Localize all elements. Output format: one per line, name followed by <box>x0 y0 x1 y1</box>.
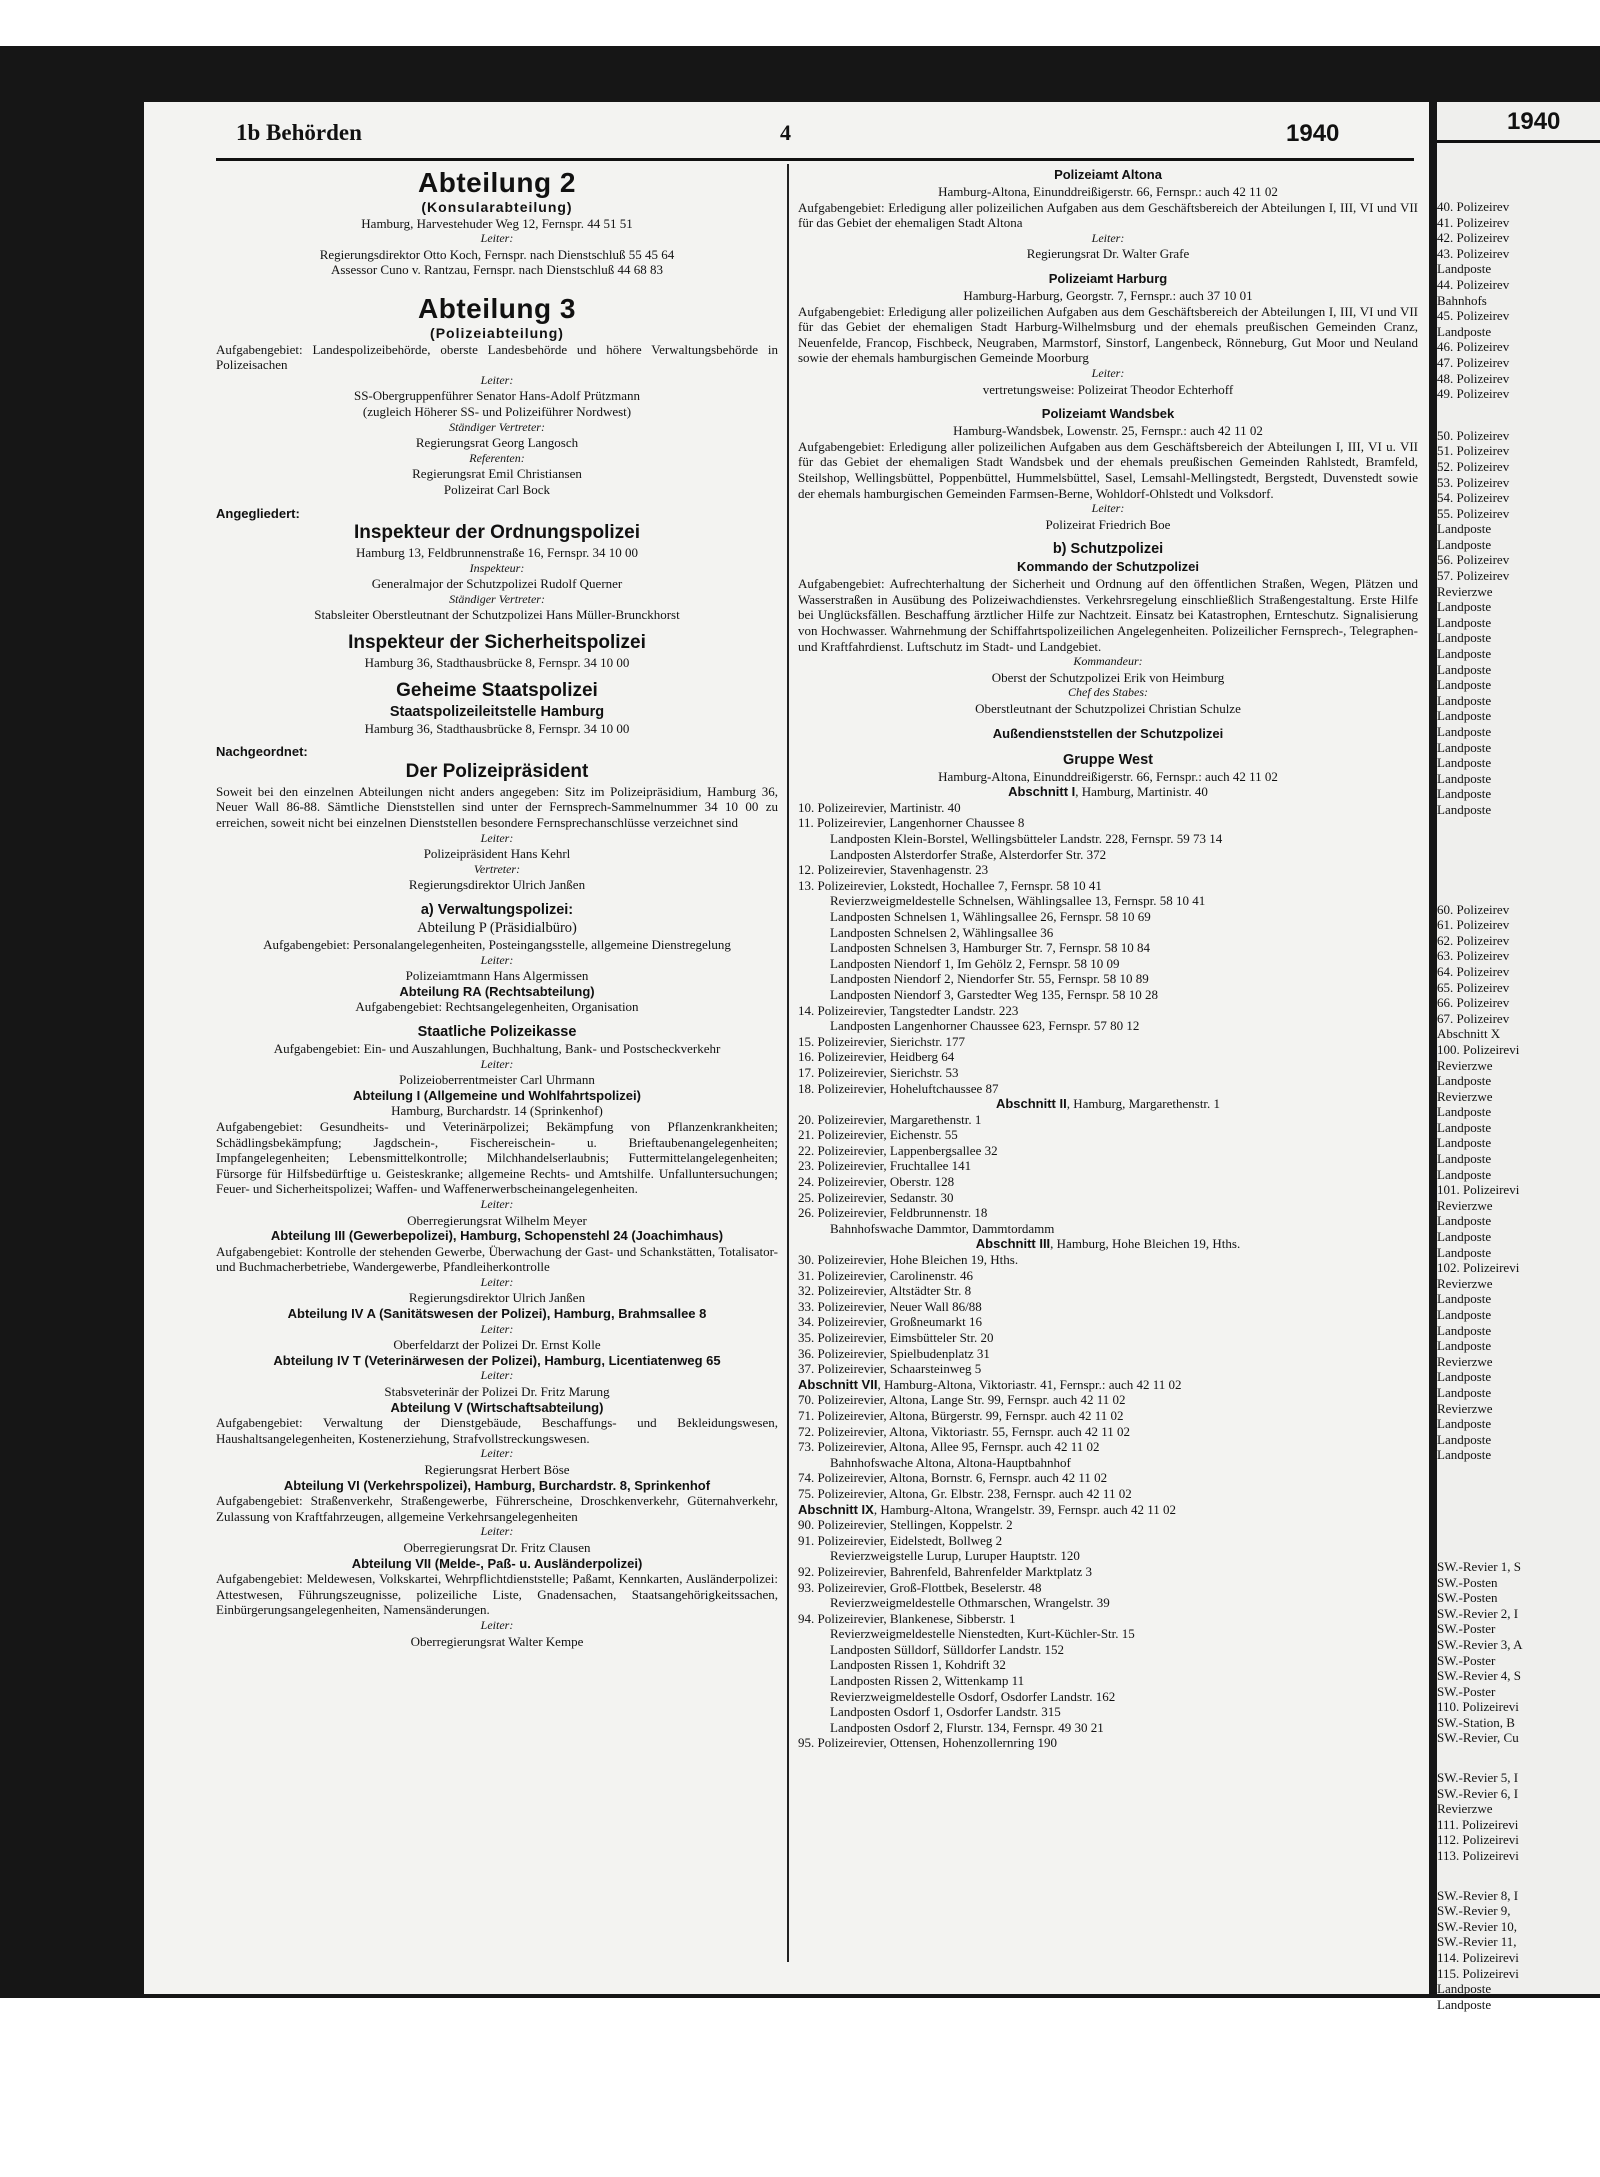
list-item: 42. Polizeirev <box>1437 230 1510 246</box>
list-item: SW.-Revier 4, S <box>1437 1668 1522 1684</box>
list-item: 94. Polizeirevier, Blankenese, Sibberstr. 1 <box>798 1610 1016 1626</box>
list-item: Landposte <box>1437 786 1492 802</box>
list-item: Landposte <box>1437 536 1492 552</box>
list-item: 75. Polizeirevier, Altona, Gr. Elbstr. 238, Fernspr. auch 42 11 02 <box>798 1485 1132 1501</box>
list-item: 15. Polizeirevier, Sierichstr. 177 <box>798 1033 966 1049</box>
abt3-aufgabengebiet: Aufgabengebiet: Landespolizeibehörde, oberste Landesbehörde und höhere Verwaltungsbehörde in Polizeisachen <box>216 341 778 373</box>
list-item: Landposte <box>1437 521 1492 537</box>
next-page-lines-c <box>1437 902 1600 1463</box>
harburg-title: Polizeiamt Harburg <box>1048 270 1168 286</box>
abt-ivt-title: Abteilung IV T (Veterinärwesen der Polizei), Hamburg, Licentiatenweg 65 <box>273 1352 721 1368</box>
list-item: 114. Polizeirevi <box>1437 1950 1519 1965</box>
kommandeur-label: Kommandeur: <box>1073 654 1143 669</box>
abschnitt-i-list <box>798 800 1418 1096</box>
list-item: Landposte <box>1437 1104 1492 1120</box>
abschnitt-i-heading <box>798 784 1418 800</box>
list-item: 66. Polizeirev <box>1437 995 1510 1011</box>
iop-address: Hamburg 13, Feldbrunnenstraße 16, Fernspr. 34 10 00 <box>355 545 639 561</box>
abt-i-title: Abteilung I (Allgemeine und Wohlfahrtspolizei) <box>353 1087 641 1103</box>
list-item: 48. Polizeirev <box>1437 370 1510 386</box>
abt-vi-leiter-label: Leiter: <box>480 1524 514 1539</box>
right-column <box>798 166 1418 1751</box>
list-item: 57. Polizeirev <box>1437 568 1510 584</box>
list-item: Revierzwe <box>1437 1197 1493 1213</box>
abt-iii-title: Abteilung III (Gewerbepolizei), Hamburg, Schopenstehl 24 (Joachimhaus) <box>270 1228 724 1244</box>
list-item: 91. Polizeirevier, Eidelstedt, Bollweg 2 <box>798 1532 1003 1548</box>
list-item: SW.-Station, B <box>1437 1714 1515 1730</box>
abt-v-leiter-label: Leiter: <box>480 1446 514 1461</box>
list-item: 72. Polizeirevier, Altona, Viktoriastr. 55, Fernspr. auch 42 11 02 <box>798 1423 1130 1439</box>
pp-title: Der Polizeipräsident <box>405 760 589 782</box>
abschnitt-iii-label: Abschnitt III <box>975 1236 1051 1252</box>
iop-stv-label: Ständiger Vertreter: <box>449 591 545 606</box>
abschnitt-ix-address: , Hamburg-Altona, Wrangelstr. 39, Fernspr. auch 42 11 02 <box>873 1501 1177 1517</box>
list-item: Landposte <box>1437 614 1492 630</box>
wandsbek-leiter-label: Leiter: <box>1091 501 1125 516</box>
list-item: Landposten Osdorf 2, Flurstr. 134, Fernspr. 49 30 21 <box>830 1719 1104 1735</box>
abschnitt-i-label: Abschnitt I <box>1008 784 1076 800</box>
list-item: 13. Polizeirevier, Lokstedt, Hochallee 7, Fernspr. 58 10 41 <box>798 877 1102 893</box>
list-item: 110. Polizeirevi <box>1437 1699 1519 1715</box>
abt-i-leiter-label: Leiter: <box>480 1196 514 1211</box>
list-item: Revierzweigmeldestelle Othmarschen, Wrangelstr. 39 <box>830 1595 1110 1611</box>
list-item: 33. Polizeirevier, Neuer Wall 86/88 <box>798 1298 982 1314</box>
abt2-leiter-2: Assessor Cuno v. Rantzau, Fernspr. nach Dienstschluß 44 68 83 <box>330 262 664 278</box>
list-item: Landposte <box>1437 1981 1492 1997</box>
abt-vii-leiter: Oberregierungsrat Walter Kempe <box>410 1633 584 1649</box>
abt3-referent-2: Polizeirat Carl Bock <box>443 481 551 497</box>
list-item: Landposte <box>1437 1073 1492 1089</box>
abt-ra-title: Abteilung RA (Rechtsabteilung) <box>399 983 595 999</box>
abt-v-aufgabengebiet: Aufgabengebiet: Verwaltung der Dienstgebäude, Beschaffungs- und Bekleidungswesen, Haushaltsangelegenheiten, Kostenerziehung, Strafvollstreckungswesen. <box>216 1415 778 1446</box>
abt3-title: Abteilung 3 <box>418 292 576 324</box>
list-item: 36. Polizeirevier, Spielbudenplatz 31 <box>798 1345 990 1361</box>
list-item: Landposte <box>1437 1213 1492 1229</box>
list-item: 14. Polizeirevier, Tangstedter Landstr. 223 <box>798 1002 1019 1018</box>
list-item: SW.-Revier 1, S <box>1437 1558 1522 1574</box>
list-item: 20. Polizeirevier, Margarethenstr. 1 <box>798 1111 982 1127</box>
abschnitt-ii-address: , Hamburg, Margarethenstr. 1 <box>1066 1096 1221 1112</box>
list-item: Landposte <box>1437 1307 1492 1322</box>
abt-i-leiter: Oberregierungsrat Wilhelm Meyer <box>407 1212 587 1228</box>
list-item: 61. Polizeirev <box>1437 917 1510 933</box>
list-item: 64. Polizeirev <box>1437 963 1510 979</box>
list-item: Landposten Rissen 2, Wittenkamp 11 <box>830 1673 1025 1689</box>
list-item: Revierzwe <box>1437 1400 1493 1416</box>
section-label: 1b Behörden <box>236 120 362 145</box>
list-item: 21. Polizeirevier, Eichenstr. 55 <box>798 1127 958 1143</box>
list-item: SW.-Revier, Cu <box>1437 1730 1519 1746</box>
list-item: Landposte <box>1437 630 1492 646</box>
altona-aufgabengebiet: Aufgabengebiet: Erledigung aller polizeilichen Aufgaben aus dem Geschäftsbereich der Abteilungen I, III, VI und VII für das Gebiet der ehemaligen Stadt Altona <box>798 199 1418 231</box>
pp-vertreter-label: Vertreter: <box>473 861 521 876</box>
pp-text: Soweit bei den einzelnen Abteilungen nicht anders angegeben: Sitz im Polizeipräsidium, Hamburg 36, Neuer Wall 86-88. Sämtliche Dienststellen sind unter der Fernsprech-Sammelnummer 34 10 00 zu erreichen, soweit nicht bei einzelnen Dienststellen besondere Fernsprechanschlüsse verzeichnet sind <box>216 783 778 831</box>
list-item: 31. Polizeirevier, Carolinenstr. 46 <box>798 1267 973 1283</box>
list-item: Landposten Niendorf 3, Garstedter Weg 135, Fernspr. 58 10 28 <box>830 986 1158 1002</box>
list-item: Revierzwe <box>1437 583 1493 599</box>
list-item: SW.-Revier 10, <box>1437 1918 1518 1934</box>
harburg-leiter-label: Leiter: <box>1091 365 1125 380</box>
abt-iva-title: Abteilung IV A (Sanitätswesen der Polizei), Hamburg, Brahmsallee 8 <box>287 1306 707 1322</box>
list-item: 60. Polizeirev <box>1437 901 1510 917</box>
abt-p-leiter-label: Leiter: <box>480 952 514 967</box>
isp-address: Hamburg 36, Stadthausbrücke 8, Fernspr. 34 10 00 <box>364 655 630 671</box>
abt-iva-leiter-label: Leiter: <box>480 1321 514 1336</box>
list-item: 12. Polizeirevier, Stavenhagenstr. 23 <box>798 862 989 878</box>
pp-leiter: Polizeipräsident Hans Kehrl <box>423 846 571 862</box>
abschnitt-vii-address: , Hamburg-Altona, Viktoriastr. 41, Fernspr.: auch 42 11 02 <box>877 1376 1182 1392</box>
wandsbek-address: Hamburg-Wandsbek, Lowenstr. 25, Fernspr.: auch 42 11 02 <box>953 423 1263 439</box>
abt3-leiter-1: SS-Obergruppenführer Senator Hans-Adolf Prützmann <box>353 388 641 404</box>
list-item: 32. Polizeirevier, Altstädter Str. 8 <box>798 1283 972 1299</box>
list-item: SW.-Poster <box>1437 1683 1496 1699</box>
next-page-lines-a <box>1437 199 1600 402</box>
abt3-subtitle: (Polizeiabteilung) <box>430 324 564 341</box>
list-item: SW.-Revier 2, I <box>1437 1605 1519 1621</box>
list-item: 17. Polizeirevier, Sierichstr. 53 <box>798 1064 959 1080</box>
abt3-stv: Regierungsrat Georg Langosch <box>415 435 579 451</box>
abt2-leiter-label: Leiter: <box>480 231 514 246</box>
list-item: Landposte <box>1437 739 1492 755</box>
abt-ra-aufgabengebiet: Aufgabengebiet: Rechtsangelegenheiten, Organisation <box>355 999 639 1015</box>
next-page-lines-d <box>1437 1559 1600 1746</box>
list-item: 50. Polizeirev <box>1437 427 1510 443</box>
list-item: Landposte <box>1437 692 1492 708</box>
next-page-lines-e <box>1437 1770 1600 1864</box>
list-item: 115. Polizeirevi <box>1437 1965 1519 1981</box>
list-item: 23. Polizeirevier, Fruchtallee 141 <box>798 1158 972 1174</box>
abschnitt-ii-list <box>798 1112 1418 1237</box>
abt-v-title: Abteilung V (Wirtschaftsabteilung) <box>390 1399 604 1415</box>
gruppe-west-address: Hamburg-Altona, Einunddreißigerstr. 66, Fernspr.: auch 42 11 02 <box>938 768 1278 784</box>
wandsbek-title: Polizeiamt Wandsbek <box>1041 406 1175 422</box>
abt-p-aufgabengebiet: Aufgabengebiet: Personalangelegenheiten, Posteingangsstelle, allgemeine Dienstregelung <box>263 937 731 952</box>
abt3-stv-label: Ständiger Vertreter: <box>449 419 545 434</box>
abschnitt-vii-label: Abschnitt VII <box>798 1376 878 1392</box>
iop-inspekteur-label: Inspekteur: <box>469 560 525 575</box>
gestapo-title: Geheime Staatspolizei <box>396 679 598 701</box>
verwaltungspolizei-title: a) Verwaltungspolizei: <box>420 902 574 918</box>
list-item: Revierzweigstelle Lurup, Luruper Hauptstr. 120 <box>830 1548 1080 1564</box>
next-page-lines-b <box>1437 428 1600 818</box>
list-item: Landposte <box>1437 724 1492 739</box>
abschnitt-ix-heading <box>798 1502 1418 1518</box>
page-header <box>144 120 1429 156</box>
list-item: SW.-Poster <box>1437 1621 1496 1637</box>
abt2-subtitle: (Konsularabteilung) <box>421 199 573 215</box>
altona-title: Polizeiamt Altona <box>1054 167 1162 182</box>
abt-iii-aufgabengebiet: Aufgabengebiet: Kontrolle der stehenden Gewerbe, Überwachung der Gast- und Schankstätten, Totalisator- und Buchmacherbetriebe, Wandergewerbe, Pfandleiherkontrolle <box>216 1243 778 1275</box>
list-item: Landposte <box>1437 1166 1492 1182</box>
abt-vii-aufgabengebiet: Aufgabengebiet: Meldewesen, Volkskartei, Wehrpflichtdienststelle; Paßamt, Kennkarten, Ausländerpolizei: Attestwesen, Führungszeugnisse, polizeiliche Liste, Gnadensachen, Staatsangehörigkeitssachen, Einbürgerungsangelegenheiten, Namensänderungen. <box>216 1571 778 1618</box>
harburg-leiter: vertretungsweise: Polizeirat Theodor Echterhoff <box>982 381 1234 397</box>
list-item: Landposte <box>1437 1384 1492 1400</box>
list-item: 56. Polizeirev <box>1437 552 1510 568</box>
harburg-address: Hamburg-Harburg, Georgstr. 7, Fernspr.: auch 37 10 01 <box>963 287 1253 303</box>
abschnitt-iii-list <box>798 1252 1418 1377</box>
list-item: Revierzwe <box>1437 1088 1493 1104</box>
gruppe-west-title: Gruppe West <box>1063 751 1153 768</box>
list-item: 22. Polizeirevier, Lappenbergsallee 32 <box>798 1142 998 1158</box>
list-item: Landposte <box>1437 646 1492 662</box>
abschnitt-ii-heading <box>798 1096 1418 1112</box>
list-item: 51. Polizeirev <box>1437 443 1510 459</box>
list-item: SW.-Revier 11, <box>1437 1934 1517 1950</box>
list-item: 24. Polizeirevier, Oberstr. 128 <box>798 1174 955 1190</box>
abschnitt-ix-list <box>798 1517 1418 1751</box>
list-item: SW.-Revier 8, I <box>1437 1887 1519 1903</box>
list-item: 111. Polizeirevi <box>1437 1816 1519 1832</box>
list-item: Landposte <box>1437 323 1492 339</box>
list-item: Landposte <box>1437 708 1492 724</box>
abt-v-leiter: Regierungsrat Herbert Böse <box>424 1462 570 1477</box>
list-item: 53. Polizeirev <box>1437 474 1510 490</box>
list-item: Landposten Schnelsen 3, Hamburger Str. 7, Fernspr. 58 10 84 <box>830 940 1151 956</box>
chef-des-stabes-label: Chef des Stabes: <box>1068 685 1148 700</box>
altona-leiter: Regierungsrat Dr. Walter Grafe <box>1026 246 1190 262</box>
abschnitt-iii-heading <box>798 1236 1418 1252</box>
abt-p-leiter: Polizeiamtmann Hans Algermissen <box>405 968 589 984</box>
pp-leiter-label: Leiter: <box>480 830 514 845</box>
list-item: 71. Polizeirevier, Altona, Bürgerstr. 99, Fernspr. auch 42 11 02 <box>798 1407 1124 1423</box>
list-item: Landposte <box>1437 1322 1492 1338</box>
next-page-year: 1940 <box>1507 108 1561 135</box>
list-item: 92. Polizeirevier, Bahrenfeld, Bahrenfelder Marktplatz 3 <box>798 1563 1093 1579</box>
iop-title: Inspekteur der Ordnungspolizei <box>353 522 641 544</box>
list-item: Landposte <box>1437 1338 1492 1354</box>
iop-inspekteur: Generalmajor der Schutzpolizei Rudolf Querner <box>371 576 623 592</box>
list-item: Revierzwe <box>1437 1275 1493 1291</box>
list-item: Bahnhofswache Dammtor, Dammtordamm <box>830 1220 1055 1236</box>
list-item: 46. Polizeirev <box>1437 339 1510 355</box>
list-item: 37. Polizeirevier, Schaarsteinweg 5 <box>798 1361 982 1377</box>
altona-address: Hamburg-Altona, Einunddreißigerstr. 66, Fernspr.: auch 42 11 02 <box>938 184 1278 199</box>
list-item: 44. Polizeirev <box>1437 276 1510 292</box>
abschnitt-vii-heading <box>798 1377 1418 1393</box>
abschnitt-ii-label: Abschnitt II <box>995 1096 1067 1112</box>
list-item: Revierzwe <box>1437 1353 1493 1369</box>
abt-p-title: Abteilung P (Präsidialbüro) <box>417 920 577 936</box>
kommandeur: Oberst der Schutzpolizei Erik von Heimburg <box>991 669 1225 685</box>
list-item: SW.-Revier 9, <box>1437 1903 1511 1919</box>
list-item: Landposte <box>1437 1431 1492 1447</box>
list-item: 35. Polizeirevier, Eimsbütteler Str. 20 <box>798 1330 994 1345</box>
abt3-referent-1: Regierungsrat Emil Christiansen <box>412 466 582 482</box>
list-item: SW.-Revier 6, I <box>1437 1785 1519 1801</box>
list-item: 34. Polizeirevier, Großneumarkt 16 <box>798 1314 982 1330</box>
abt-ivt-leiter-label: Leiter: <box>480 1368 514 1383</box>
list-item: Landposte <box>1437 1119 1492 1135</box>
list-item: Landposte <box>1437 770 1492 786</box>
next-page-fragment <box>1437 102 1600 2012</box>
abt2-leiter-1: Regierungsdirektor Otto Koch, Fernspr. nach Dienstschluß 55 45 64 <box>319 246 675 262</box>
list-item: Landposte <box>1437 261 1492 277</box>
list-item: 49. Polizeirev <box>1437 386 1510 402</box>
list-item: Landposten Schnelsen 2, Wählingsallee 36 <box>830 924 1054 940</box>
abt-iii-leiter: Regierungsdirektor Ulrich Janßen <box>408 1290 586 1306</box>
document-page <box>144 102 1429 1994</box>
list-item: Landposten Sülldorf, Sülldorfer Landstr. 152 <box>830 1641 1064 1657</box>
chef-des-stabes: Oberstleutnant der Schutzpolizei Christian Schulze <box>975 701 1241 717</box>
next-page-rule <box>1437 140 1600 143</box>
list-item: 45. Polizeirev <box>1437 308 1510 324</box>
list-item: 25. Polizeirevier, Sedanstr. 30 <box>798 1189 954 1205</box>
gestapo-address: Hamburg 36, Stadthausbrücke 8, Fernspr. 34 10 00 <box>364 720 630 736</box>
list-item: Revierzwe <box>1437 1801 1493 1817</box>
list-item: Revierzweigmeldestelle Schnelsen, Wählingsallee 13, Fernspr. 58 10 41 <box>830 893 1206 909</box>
list-item: 70. Polizeirevier, Altona, Lange Str. 99, Fernspr. auch 42 11 02 <box>798 1392 1126 1408</box>
abt-ivt-leiter: Stabsveterinär der Polizei Dr. Fritz Marung <box>384 1384 610 1400</box>
list-item: 90. Polizeirevier, Stellingen, Koppelstr. 2 <box>798 1517 1013 1533</box>
harburg-aufgabengebiet: Aufgabengebiet: Erledigung aller polizeilichen Aufgaben aus dem Geschäftsbereich der Abteilungen I, III, VI und VII für das Gebiet der ehemaligen Stadt Harburg-Wilhelmsburg und der ehemals preußischen Gemeinden Cranz, Neuenfelde, Francop, Fischbeck, Neugraben, Marmstorf, Sinstorf, Langenbeck, Rönneburg, Gut Moor und Neuland sowie der ehemals hamburgischen Gemeinde Moorburg <box>798 303 1418 366</box>
list-item: Landposte <box>1437 661 1492 677</box>
list-item: 16. Polizeirevier, Heidberg 64 <box>798 1049 955 1065</box>
next-page-lines-f <box>1437 1888 1600 2013</box>
list-item: Landposte <box>1437 1416 1492 1432</box>
abschnitt-iii-address: , Hamburg, Hohe Bleichen 19, Hths. <box>1050 1236 1241 1252</box>
list-item: Landposten Niendorf 2, Niendorfer Str. 55, Fernspr. 58 10 89 <box>830 971 1149 987</box>
wandsbek-aufgabengebiet: Aufgabengebiet: Erledigung aller polizeilichen Aufgaben aus dem Geschäftsbereich der Abteilungen I, III, VI u. VII für das Gebiet der ehemaligen Stadt Wandsbek und der ehemals preußischen Gemeinden Rahlstedt, Bramfeld, Steilshop, Wellingsbüttel, Poppenbüttel, Hummelsbüttel, Sasel, Lemsahl-Mellingstedt, Bergstedt, Duvenstedt sowie der ehemals hamburgischen Gemeinden Farmsen-Berne, Wohldorf-Ohlstedt und Volksdorf. <box>798 438 1418 501</box>
list-item: Abschnitt X <box>1437 1026 1501 1042</box>
list-item: SW.-Posten <box>1437 1574 1498 1590</box>
list-item: 65. Polizeirev <box>1437 979 1510 995</box>
list-item: SW.-Revier 5, I <box>1437 1770 1519 1786</box>
list-item: Landposte <box>1437 1244 1492 1260</box>
pp-vertreter: Regierungsdirektor Ulrich Janßen <box>408 877 586 893</box>
polizeikasse-leiter: Polizeioberrentmeister Carl Uhrmann <box>399 1072 595 1088</box>
list-item: 30. Polizeirevier, Hohe Bleichen 19, Hths. <box>798 1252 1019 1268</box>
list-item: Revierzweigmeldestelle Osdorf, Osdorfer Landstr. 162 <box>830 1688 1116 1704</box>
abt3-leiter-label: Leiter: <box>480 372 514 387</box>
schutzpolizei-aufgabengebiet: Aufgabengebiet: Aufrechterhaltung der Sicherheit und Ordnung auf den öffentlichen Straßen, Wegen, Plätzen und Wasserstraßen in Ausübung des Polizeiwachdienstes. Verkehrsregelung einschließlich Straßengestaltung. Erste Hilfe bei Unglücksfällen. Beschaffung ärztlicher Hilfe zur Nachtzeit. Einsatz bei Katastrophen, Ernteschutz. Signalisierung von Hochwasser. Wahrnehmung der Schiffahrtspolizeilichen Angelegenheiten. Polizeilicher Fernsprech-, Telegraphen- und Kraftfahrdienst. Luftschutz im Stadt- und Landgebiet. <box>798 576 1418 654</box>
gestapo-subtitle: Staatspolizeileitstelle Hamburg <box>389 703 605 720</box>
list-item: 41. Polizeirev <box>1437 214 1510 230</box>
abt-vi-leiter: Oberregierungsrat Dr. Fritz Clausen <box>403 1539 591 1555</box>
aussendienststellen-title: Außendienststellen der Schutzpolizei <box>992 725 1224 741</box>
list-item: 112. Polizeirevi <box>1437 1832 1519 1848</box>
abt3-referenten-label: Referenten: <box>469 450 525 465</box>
list-item: 18. Polizeirevier, Hoheluftchaussee 87 <box>798 1080 999 1096</box>
abt2-address: Hamburg, Harvestehuder Weg 12, Fernspr. 44 51 51 <box>361 215 633 231</box>
list-item: 74. Polizeirevier, Altona, Bornstr. 6, Fernspr. auch 42 11 02 <box>798 1470 1108 1486</box>
list-item: SW.-Revier 3, A <box>1437 1636 1523 1652</box>
abt-iva-leiter: Oberfeldarzt der Polizei Dr. Ernst Kolle <box>393 1337 601 1353</box>
altona-leiter-label: Leiter: <box>1091 230 1125 245</box>
list-item: 55. Polizeirev <box>1437 505 1510 521</box>
list-item: 26. Polizeirevier, Feldbrunnenstr. 18 <box>798 1205 988 1221</box>
list-item: Landposten Osdorf 1, Osdorfer Landstr. 315 <box>830 1704 1061 1720</box>
list-item: 100. Polizeirevi <box>1437 1041 1520 1057</box>
abt2-title: Abteilung 2 <box>418 167 576 198</box>
column-divider <box>787 164 789 1962</box>
list-item: SW.-Posten <box>1437 1590 1498 1606</box>
list-item: 102. Polizeirevi <box>1437 1260 1520 1276</box>
isp-title: Inspekteur der Sicherheitspolizei <box>348 632 646 654</box>
list-item: Landposte <box>1437 1291 1492 1307</box>
schutzpolizei-title: b) Schutzpolizei <box>1052 541 1164 558</box>
abt-vii-title: Abteilung VII (Melde-, Paß- u. Ausländerpolizei) <box>351 1555 643 1571</box>
list-item: 40. Polizeirev <box>1437 199 1510 214</box>
list-item: SW.-Poster <box>1437 1652 1496 1668</box>
polizeikasse-title: Staatliche Polizeikasse <box>417 1023 577 1040</box>
polizeikasse-aufgabengebiet: Aufgabengebiet: Ein- und Auszahlungen, Buchhaltung, Bank- und Postscheckverkehr <box>273 1040 721 1056</box>
abschnitt-ix-label: Abschnitt IX <box>798 1501 874 1517</box>
list-item: 52. Polizeirev <box>1437 458 1510 474</box>
abt3-leiter-2: (zugleich Höherer SS- und Polizeiführer Nordwest) <box>362 403 632 419</box>
abschnitt-i-address: , Hamburg, Martinistr. 40 <box>1075 784 1208 800</box>
list-item: 47. Polizeirev <box>1437 354 1510 370</box>
list-item: Landposten Langenhorner Chaussee 623, Fernspr. 57 80 12 <box>830 1018 1140 1034</box>
list-item: 54. Polizeirev <box>1437 490 1510 506</box>
list-item: 10. Polizeirevier, Martinistr. 40 <box>798 799 961 815</box>
list-item: Landposte <box>1437 1447 1492 1463</box>
list-item: Bahnhofs <box>1437 292 1487 308</box>
abschnitt-vii-list <box>798 1392 1418 1501</box>
list-item: Landposten Schnelsen 1, Wählingsallee 26, Fernspr. 58 10 69 <box>830 908 1151 924</box>
list-item: Landposte <box>1437 599 1492 615</box>
abt-iii-leiter-label: Leiter: <box>480 1274 514 1289</box>
list-item: 73. Polizeirevier, Altona, Allee 95, Fernspr. auch 42 11 02 <box>798 1439 1100 1455</box>
page-number: 4 <box>780 120 791 145</box>
abt-vi-aufgabengebiet: Aufgabengebiet: Straßenverkehr, Straßengewerbe, Führerscheine, Droschkenverkehr, Güternahverkehr, Zulassung von Kraftfahrzeugen, allgemeine Verkehrsangelegenheiten <box>216 1493 778 1524</box>
list-item: 43. Polizeirev <box>1437 245 1510 261</box>
list-item: 101. Polizeirevi <box>1437 1182 1520 1198</box>
iop-stv: Stabsleiter Oberstleutnant der Schutzpolizei Hans Müller-Brunckhorst <box>314 607 680 623</box>
page-year: 1940 <box>1286 120 1340 147</box>
abt-vii-leiter-label: Leiter: <box>480 1617 514 1632</box>
list-item: 113. Polizeirevi <box>1437 1848 1519 1864</box>
list-item: Revierzwe <box>1437 1057 1493 1073</box>
list-item: Landposten Alsterdorfer Straße, Alsterdorfer Str. 372 <box>830 846 1107 862</box>
wandsbek-leiter: Polizeirat Friedrich Boe <box>1045 516 1171 532</box>
list-item: 93. Polizeirevier, Groß-Flottbek, Beselerstr. 48 <box>798 1579 1042 1595</box>
list-item: 11. Polizeirevier, Langenhorner Chaussee 8 <box>798 815 1025 831</box>
abt-vi-title: Abteilung VI (Verkehrspolizei), Hamburg, Burchardstr. 8, Sprinkenhof <box>283 1477 711 1493</box>
list-item: Landposten Niendorf 1, Im Gehölz 2, Fernspr. 58 10 09 <box>830 955 1120 971</box>
list-item: 95. Polizeirevier, Ottensen, Hohenzollernring 190 <box>798 1735 1058 1751</box>
list-item: Landposten Klein-Borstel, Wellingsbütteler Landstr. 228, Fernspr. 59 73 14 <box>830 831 1223 846</box>
list-item: Landposte <box>1437 1996 1492 2012</box>
abt-i-aufgabengebiet: Aufgabengebiet: Gesundheits- und Veterinärpolizei; Bekämpfung von Pflanzenkrankheiten; Schädlingsbekämpfung; Jagdschein-, Fischereischein- u. Brieftaubenangelegenheiten; Impfangelegenheiten; Lebensmittelkontrolle; Milchhandelserlaubnis; Futtermittelangelegenheiten; Fürsorge für Hilfsbedürftige u. Geisteskranke; allgemeine Rechts- und Amtshilfe. Unfalluntersuchungen; Feuer- und Sicherheitspolizei; Waffen- und Waffenerwerbscheinangelegenheiten. <box>216 1118 778 1197</box>
left-column <box>216 166 778 1649</box>
list-item: Revierzweigmeldestelle Nienstedten, Kurt-Küchler-Str. 15 <box>830 1626 1135 1642</box>
list-item: Landposte <box>1437 755 1492 771</box>
list-item: Landposte <box>1437 1229 1492 1245</box>
list-item: 62. Polizeirev <box>1437 932 1510 948</box>
angegliedert-label: Angegliedert: <box>216 505 300 521</box>
list-item: Landposte <box>1437 677 1492 693</box>
nachgeordnet-label: Nachgeordnet: <box>216 744 308 760</box>
abt-i-address: Hamburg, Burchardstr. 14 (Sprinkenhof) <box>391 1103 603 1119</box>
list-item: 67. Polizeirev <box>1437 1010 1510 1026</box>
list-item: Bahnhofswache Altona, Altona-Hauptbahnhof <box>830 1454 1071 1470</box>
list-item: 63. Polizeirev <box>1437 948 1510 964</box>
polizeikasse-leiter-label: Leiter: <box>480 1056 514 1071</box>
list-item: Landposte <box>1437 1135 1492 1151</box>
list-item: Landposte <box>1437 1369 1492 1385</box>
list-item: Landposten Rissen 1, Kohdrift 32 <box>830 1657 1006 1673</box>
header-rule <box>216 158 1414 161</box>
kommando-title: Kommando der Schutzpolizei <box>1016 559 1199 575</box>
list-item: Landposte <box>1437 801 1492 817</box>
list-item: Landposte <box>1437 1151 1492 1167</box>
